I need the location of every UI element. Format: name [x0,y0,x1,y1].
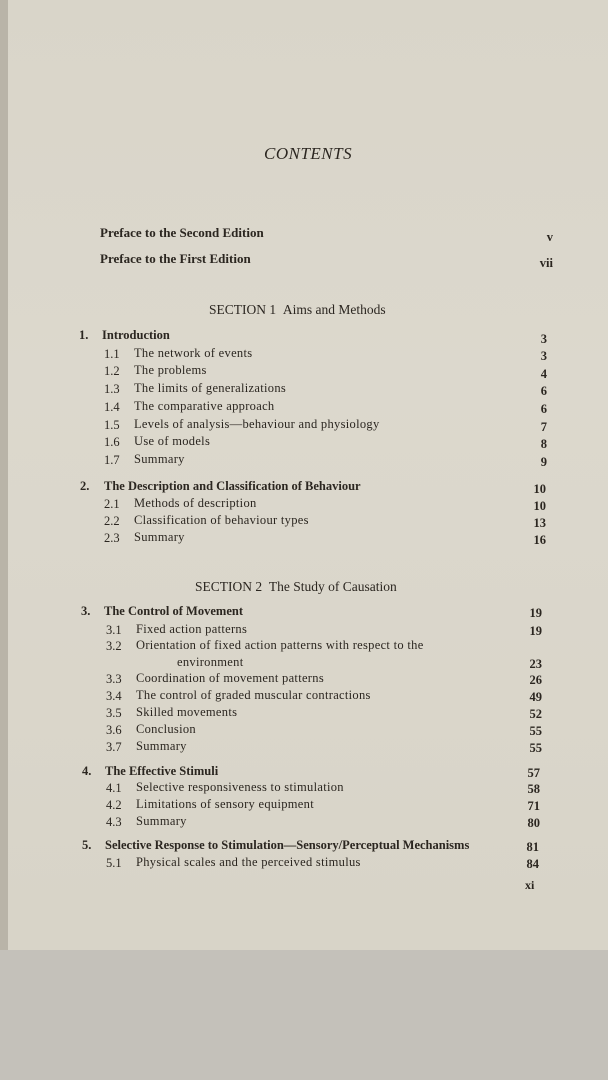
item-page: 71 [527,799,540,813]
chapter-3-number: 3. [81,604,91,618]
item-page: 26 [529,673,542,687]
item-number: 2.1 [104,497,120,511]
chapter-5-number: 5. [82,838,92,852]
item-page: 9 [540,455,547,469]
item-number: 1.4 [104,400,120,414]
item-page: 7 [540,420,547,434]
chapter-2-number: 2. [80,479,90,493]
item-title: Conclusion [136,722,196,736]
chapter-1-number: 1. [79,328,89,342]
chapter-1-title: Introduction [102,328,170,342]
item-number: 1.1 [104,347,120,361]
item-page: 6 [540,402,547,416]
item-number: 2.3 [104,531,120,545]
item-page: 16 [533,533,546,547]
chapter-4-title: The Effective Stimuli [105,764,219,778]
item-number: 3.3 [106,672,122,686]
item-page: 52 [529,707,542,721]
item-number: 3.2 [106,639,122,653]
item-page: 55 [529,724,542,738]
item-number: 4.3 [106,815,122,829]
item-number: 3.7 [106,740,122,754]
item-title: Coordination of movement patterns [136,671,324,685]
page-title: CONTENTS [264,144,353,163]
item-title: Summary [134,452,185,466]
item-page: 58 [527,782,540,796]
chapter-4-number: 4. [82,764,92,778]
item-page: 80 [527,816,540,830]
chapter-2-page: 10 [533,482,546,496]
page-folio: xi [525,878,535,892]
item-number: 3.4 [106,689,122,703]
section-1-title: Aims and Methods [282,302,386,317]
item-page: 4 [540,367,547,381]
item-number: 1.3 [104,382,120,396]
item-number: 1.2 [104,364,120,378]
item-number: 3.6 [106,723,122,737]
item-title: Skilled movements [136,705,238,719]
item-title: Summary [136,739,187,753]
item-page: 23 [529,657,542,671]
preface-first-page: vii [539,256,553,270]
item-page: 49 [529,690,542,704]
item-number: 4.2 [106,798,122,812]
table-surface [0,950,608,1080]
item-title: Selective responsiveness to stimulation [136,780,344,794]
chapter-5-page: 81 [526,840,539,854]
item-title: Orientation of fixed action patterns with respect to the [136,638,424,652]
item-page: 55 [529,741,542,755]
item-number: 3.5 [106,706,122,720]
item-title: The problems [134,363,207,377]
item-page: 19 [529,624,542,638]
item-number: 3.1 [106,623,122,637]
item-page: 10 [533,499,546,513]
section-2-title: The Study of Causation [268,579,397,594]
preface-second-page: v [546,230,553,244]
item-title: Classification of behaviour types [134,513,309,527]
section-2-label: SECTION 2 [195,579,263,594]
chapter-2-title: The Description and Classification of Behaviour [104,479,361,493]
item-page: 3 [540,349,547,363]
item-title: Summary [136,814,187,828]
section-2-heading [195,579,397,595]
item-title: Limitations of sensory equipment [136,797,314,811]
item-number: 2.2 [104,514,120,528]
item-number: 1.6 [104,435,120,449]
item-title: Physical scales and the perceived stimulus [136,855,361,869]
item-page: 6 [540,384,547,398]
item-page: 8 [540,437,547,451]
item-title: The network of events [134,346,253,360]
item-title-continuation: environment [177,655,244,669]
chapter-3-title: The Control of Movement [104,604,243,618]
preface-first-label: Preface to the First Edition [100,251,251,266]
item-title: Levels of analysis—behaviour and physiology [134,417,380,431]
item-title: The limits of generalizations [134,381,287,395]
item-number: 1.7 [104,453,120,467]
chapter-5-title: Selective Response to Stimulation—Sensory/Perceptual Mechanisms [105,838,470,852]
item-number: 5.1 [106,856,122,870]
chapter-4-page: 57 [527,766,540,780]
item-page: 84 [526,857,539,871]
item-title: Methods of description [134,496,257,510]
item-title: The comparative approach [134,399,275,413]
section-1-label: SECTION 1 [209,302,277,317]
item-title: Fixed action patterns [136,622,248,636]
item-title: Summary [134,530,185,544]
item-page: 13 [533,516,546,530]
item-number: 1.5 [104,418,120,432]
item-number: 4.1 [106,781,122,795]
preface-second-label: Preface to the Second Edition [100,225,264,240]
chapter-1-page: 3 [540,332,547,346]
item-title: The control of graded muscular contractions [136,688,371,702]
item-title: Use of models [134,434,211,448]
chapter-3-page: 19 [529,606,542,620]
book-spine-edge [0,0,8,1080]
section-1-heading [209,302,386,318]
